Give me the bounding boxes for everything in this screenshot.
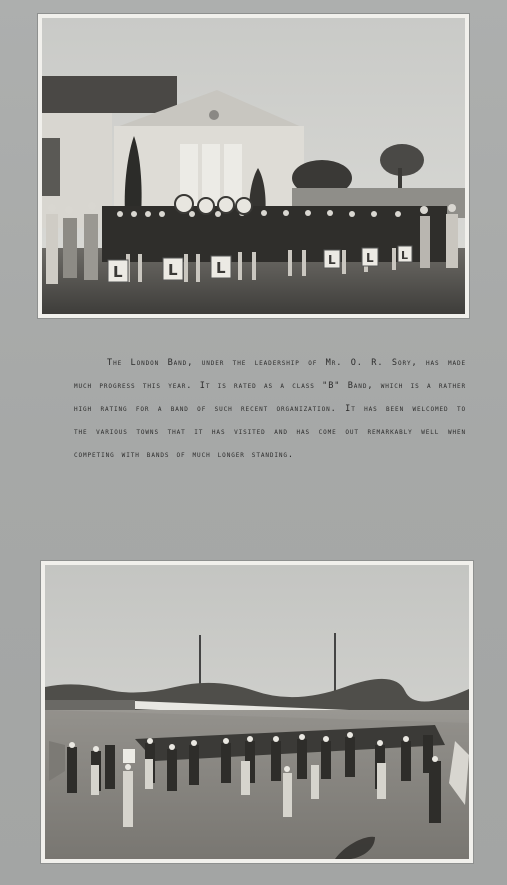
band-photo-field <box>41 561 473 863</box>
band-photo-building-image <box>42 18 465 314</box>
banner-sign <box>123 749 135 763</box>
sousaphone-bell <box>175 195 193 213</box>
drum-major <box>123 771 133 827</box>
caption-paragraph: The London Band, under the leadership of Mr. O. R. Sory, has made much progress this year. It is rated as a class "B" Band, which is a rather high rating for a band of such recent organization. It has been welcomed to the various towns that it has visited and has come out remarkably well when competing with bands of much longer standing. <box>74 358 466 460</box>
roof <box>42 76 177 113</box>
band-photo-field-image <box>45 565 469 859</box>
l-banner-letter: L <box>113 263 123 281</box>
l-banner-letter: L <box>168 261 178 279</box>
l-banner-letter: L <box>216 259 226 277</box>
band-photo-building <box>38 14 469 318</box>
band-caption <box>74 352 466 467</box>
l-banner-letter: L <box>366 251 374 265</box>
standing-figure <box>46 214 58 284</box>
l-banner-letter: L <box>328 253 336 267</box>
l-banner-letter: L <box>401 249 409 262</box>
